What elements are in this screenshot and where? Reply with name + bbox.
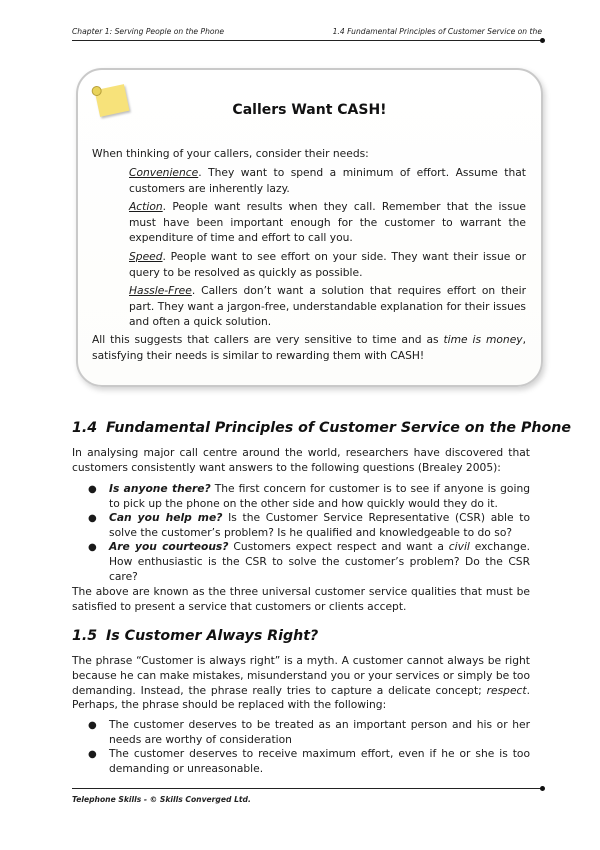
paragraph-text-end: . Perhaps, the phrase should be replaced with the following: (72, 683, 530, 712)
bullet-icon: ● (88, 749, 97, 760)
callout-box (76, 68, 543, 387)
section-title: Fundamental Principles of Customer Service on the Phone (106, 420, 571, 436)
section-1-5-intro (72, 654, 530, 713)
callout-closing (92, 332, 526, 363)
pushpin-icon (91, 85, 103, 97)
header-rule-dot (540, 38, 545, 43)
callout-item-label: Speed (129, 250, 163, 263)
section-title: Is Customer Always Right? (106, 628, 319, 644)
list-item-text: Is the Customer Service Representative (CSR) able to solve the customer’s problem? Is he qualified and knowledgeable to do so? (109, 511, 530, 539)
header-rule (72, 40, 542, 41)
list-item-text-end: exchange. How enthusiastic is the CSR to solve the customer’s problem? Do the CSR care? (109, 540, 531, 583)
list-item-question: Can you help me? (109, 511, 223, 524)
callout-title: Callers Want CASH! (232, 102, 387, 118)
section-1-4-outro: The above are known as the three universal customer service qualities that must be satisfied to present a service that customers or clients accept. (72, 585, 530, 613)
page-footer: Telephone Skills - © Skills Converged Ltd. (72, 795, 251, 804)
list-item-emphasis: civil (448, 540, 470, 553)
list-item (109, 511, 530, 541)
list-item-question: Are you courteous? (109, 540, 229, 553)
footer-rule (72, 788, 542, 789)
callout-item-hassle-free (129, 283, 526, 330)
section-1-4-intro: In analysing major call centre around the world, researchers have discovered that customers consistently want answers to the following questions (Brealey 2005): (72, 446, 530, 474)
header-chapter: Chapter 1: Serving People on the Phone (72, 27, 225, 36)
callout-item-speed (129, 249, 526, 280)
section-heading-1-4 (72, 420, 571, 436)
header-section: 1.4 Fundamental Principles of Customer Service on the (332, 27, 542, 36)
callout-intro: When thinking of your callers, consider their needs: (92, 147, 369, 160)
callout-item-label: Hassle-Free (129, 284, 192, 297)
callout-item-action (129, 199, 526, 246)
footer-rule-dot (540, 786, 545, 791)
callout-closing-text: All this suggests that callers are very sensitive to time and as (92, 333, 444, 346)
list-item-text: Customers expect respect and want a (228, 540, 449, 553)
bullet-icon: ● (88, 513, 97, 524)
list-item (109, 482, 530, 512)
list-item: The customer deserves to receive maximum effort, even if he or she is too demanding or unreasonable. (109, 747, 530, 775)
section-heading-1-5 (72, 628, 318, 644)
callout-item-text: . People want results when they call. Remember that the issue must have been important enough for the customer to warrant the expenditure of time and effort to call you. (129, 200, 526, 245)
callout-item-convenience (129, 165, 526, 196)
section-number: 1.5 (72, 628, 98, 644)
section-number: 1.4 (72, 420, 98, 436)
callout-closing-emphasis: time is money (443, 333, 523, 346)
list-item: The customer deserves to be treated as an important person and his or her needs are worthy of consideration (109, 718, 530, 746)
bullet-icon: ● (88, 484, 97, 495)
callout-item-text: . People want to see effort on your side. They want their issue or query to be resolved as quickly as possible. (129, 250, 526, 279)
callout-item-label: Convenience (129, 166, 199, 179)
bullet-icon: ● (88, 542, 97, 553)
list-item-question: Is anyone there? (109, 482, 211, 495)
callout-item-text: . Callers don’t want a solution that requires effort on their part. They want a jargon-free, understandable explanation for their issues and often a quick solution. (129, 284, 526, 329)
paragraph-emphasis: respect (486, 683, 527, 697)
paragraph-text: The phrase “Customer is always right” is a myth. A customer cannot always be right because he can make mistakes, misunderstand you or your services or simply be too demanding. Instead, the phrase really tries to capture a delicate concept; (72, 654, 530, 697)
bullet-icon: ● (88, 720, 97, 731)
list-item-text: The first concern for customer is to see if anyone is going to pick up the phone on the other side and how quickly would they do it. (109, 482, 531, 510)
list-item (109, 540, 530, 584)
callout-closing-text-end: , satisfying their needs is similar to rewarding them with CASH! (92, 333, 526, 362)
callout-item-text: . They want to spend a minimum of effort. Assume that customers are inherently lazy. (129, 166, 526, 195)
callout-item-label: Action (129, 200, 163, 213)
